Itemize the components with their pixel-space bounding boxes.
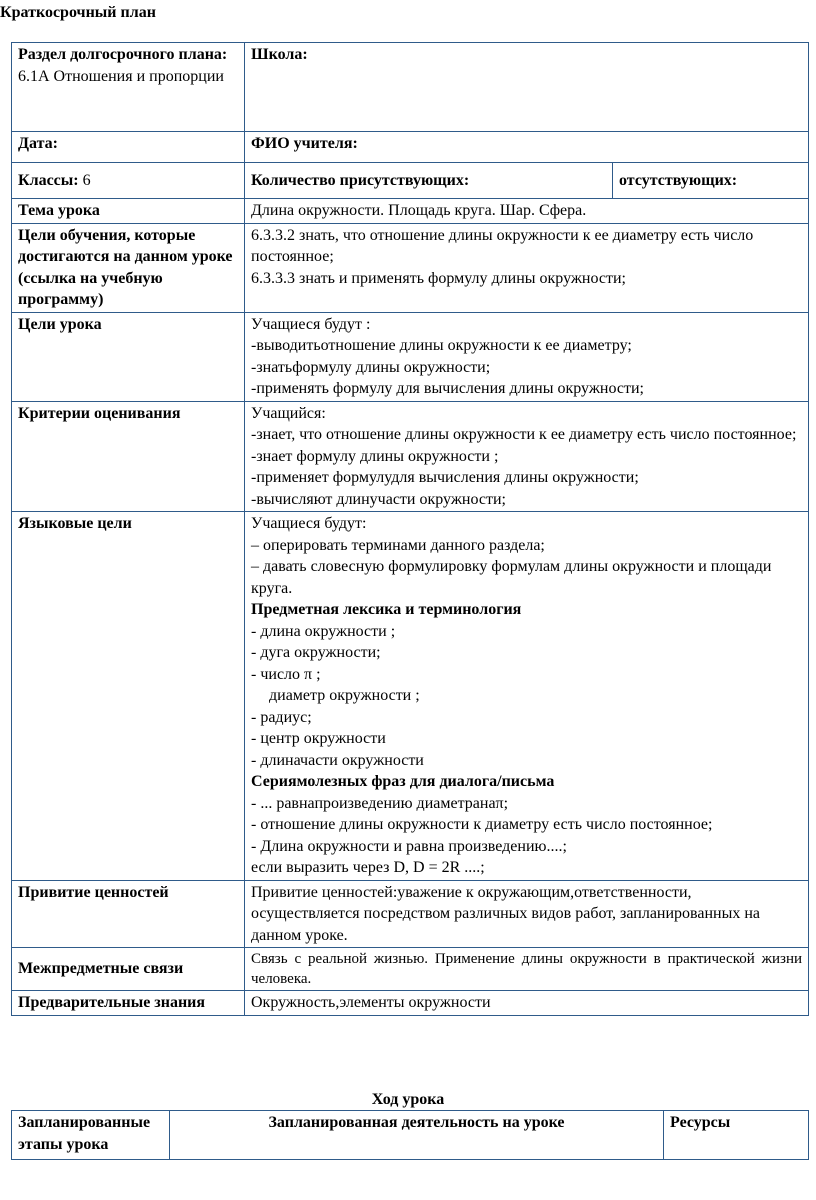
criteria-line: Учащийся: <box>251 404 326 422</box>
vocab-item: - радиус; <box>251 708 312 726</box>
prior-label-cell <box>12 991 245 1016</box>
language-value-cell <box>245 512 809 881</box>
criteria-line: -вычисляют длинучасти окружности; <box>251 490 506 508</box>
vocab-item: - центр окружности <box>251 730 386 747</box>
language-intro-line: – оперировать терминами данного раздела; <box>251 536 545 554</box>
criteria-line: -применяет формулудля вычисления длины окружности; <box>251 469 639 486</box>
learning-goal-line: 6.3.3.3 знать и применять формулу длины окружности; <box>251 269 626 287</box>
date-label: Дата: <box>18 135 58 152</box>
lesson-goals-label-cell <box>12 312 245 401</box>
vocab-item: - длина окружности ; <box>251 622 396 640</box>
lesson-goal-line: -выводитьотношение длины окружности к ее диаметру; <box>251 337 632 354</box>
values-value-cell <box>245 880 809 948</box>
phrase-item: - Длина окружности и равна произведению....; <box>251 837 567 855</box>
topic-label-cell <box>12 199 245 224</box>
vocab-item: диаметр окружности ; <box>269 687 420 704</box>
criteria-value-cell <box>245 401 809 512</box>
criteria-label-cell <box>12 401 245 512</box>
phrase-item: если выразить через D, D = 2R ....; <box>251 859 485 876</box>
row-learning-goals <box>12 223 809 312</box>
topic-label: Тема урока <box>18 202 100 219</box>
absent-cell <box>613 163 809 199</box>
learning-goals-label: Цели обучения, которые достигаются на данном уроке (ссылка на учебную программу) <box>18 226 233 308</box>
school-label: Школа: <box>251 46 308 63</box>
course-table <box>11 1110 809 1160</box>
row-criteria <box>12 401 809 512</box>
lesson-goals-value-cell <box>245 312 809 401</box>
grade-label: Классы: <box>18 171 79 189</box>
values-text: Привитие ценностей:уважение к окружающим,ответственности, осуществляется посредством различных видов работ, запланированных на данном уроке. <box>251 883 761 944</box>
criteria-label: Критерии оценивания <box>18 404 181 422</box>
language-intro-line: – давать словесную формулировку формулам длины окружности и площади круга. <box>251 558 772 597</box>
row-prior <box>12 991 809 1016</box>
row-section <box>12 43 809 132</box>
cross-text: Связь с реальной жизнью. Применение длины окружности в практической жизни человека. <box>251 951 803 987</box>
grade-value: 6 <box>82 171 91 189</box>
section-label: Раздел долгосрочного плана: <box>18 46 228 63</box>
phrase-item: - ... равнапроизведению диаметранаπ; <box>251 794 509 812</box>
school-cell <box>245 43 809 132</box>
topic-value: Длина окружности. Площадь круга. Шар. Сфера. <box>251 202 587 219</box>
lesson-goal-line: Учащиеся будут : <box>251 315 371 333</box>
absent-label: отсутствующих: <box>619 171 738 189</box>
lesson-goal-line: -знатьформулу длины окружности; <box>251 358 491 376</box>
vocab-heading: Предметная лексика и терминология <box>251 601 522 618</box>
prior-label: Предварительные знания <box>18 994 206 1011</box>
lesson-goals-label: Цели урока <box>18 315 102 333</box>
present-label: Количество присутствующих: <box>251 171 470 189</box>
row-lesson-goals <box>12 312 809 401</box>
course-col-resources: Ресурсы <box>664 1111 809 1160</box>
prior-text: Окружность,элементы окружности <box>251 994 491 1011</box>
course-heading: Ход урока <box>371 1091 445 1108</box>
row-grade <box>12 163 809 199</box>
teacher-cell <box>245 132 809 163</box>
learning-goals-label-cell <box>12 223 245 312</box>
cross-value-cell <box>245 948 809 991</box>
values-label: Привитие ценностей <box>18 883 169 901</box>
row-topic <box>12 199 809 224</box>
row-values <box>12 880 809 948</box>
phrase-item: - отношение длины окружности к диаметру есть число постоянное; <box>251 816 713 833</box>
document-title: Краткосрочный план <box>0 4 156 21</box>
learning-goals-value-cell <box>245 223 809 312</box>
row-cross <box>12 948 809 991</box>
prior-value-cell <box>245 991 809 1016</box>
present-cell <box>245 163 613 199</box>
language-label: Языковые цели <box>18 515 132 532</box>
lesson-plan-table <box>11 42 809 1016</box>
date-cell <box>12 132 245 163</box>
row-language <box>12 512 809 881</box>
section-value: 6.1А Отношения и пропорции <box>18 67 224 85</box>
criteria-line: -знает, что отношение длины окружности к ее диаметру есть число постоянное; <box>251 426 797 443</box>
course-col-stages: Запланированные этапы урока <box>12 1111 170 1160</box>
values-label-cell <box>12 880 245 948</box>
language-intro-line: Учащиеся будут: <box>251 515 367 532</box>
grade-cell <box>12 163 245 199</box>
section-cell <box>12 43 245 132</box>
topic-value-cell <box>245 199 809 224</box>
vocab-item: - длиначасти окружности <box>251 751 424 769</box>
teacher-label: ФИО учителя: <box>251 135 358 152</box>
lesson-goal-line: -применять формулу для вычисления длины окружности; <box>251 380 644 397</box>
vocab-item: - дуга окружности; <box>251 644 381 661</box>
criteria-line: -знает формулу длины окружности ; <box>251 447 499 465</box>
vocab-item: - число π ; <box>251 665 321 683</box>
course-header-row <box>12 1111 809 1160</box>
course-col-activity: Запланированная деятельность на уроке <box>170 1111 664 1160</box>
language-label-cell <box>12 512 245 881</box>
cross-label: Межпредметные связи <box>18 960 184 978</box>
row-date <box>12 132 809 163</box>
learning-goal-line: 6.3.3.2 знать, что отношение длины окружности к ее диаметру есть число постоянное; <box>251 226 754 265</box>
phrases-heading: Сериямолезных фраз для диалога/письма <box>251 773 555 790</box>
cross-label-cell <box>12 948 245 991</box>
